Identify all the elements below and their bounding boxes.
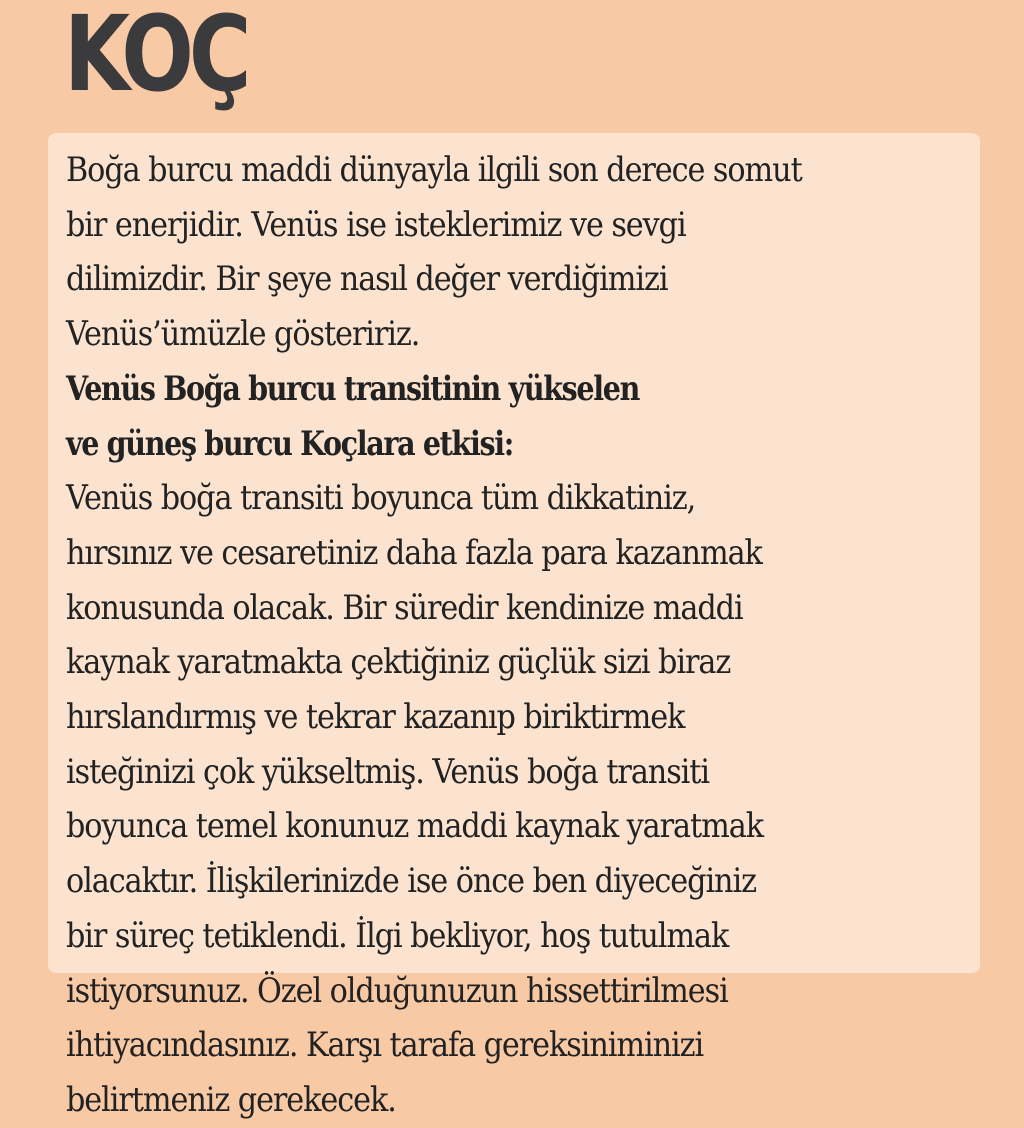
intro-line: bir enerjidir. Venüs ise isteklerimiz ve sevgi (66, 204, 686, 245)
body-line: belirtmeniz gerekecek. (66, 1079, 396, 1120)
intro-line: Boğa burcu maddi dünyayla ilgili son derece somut (66, 150, 802, 190)
body-line: ihtiyacındasınız. Karşı tarafa gereksiniminizi (66, 1025, 704, 1066)
body-line: Venüs boğa transiti boyunca tüm dikkatiniz, (66, 478, 696, 519)
body-line: bir süreç tetiklendi. İlgi bekliyor, hoş tutulmak (66, 915, 729, 956)
page-title: KOÇ (64, 0, 247, 115)
section-heading-line: Venüs Boğa burcu transitinin yükselen (66, 368, 640, 409)
intro-line: dilimizdir. Bir şeye nasıl değer verdiğimizi (66, 259, 668, 300)
intro-line: Venüs’ümüzle gösteririz. (66, 314, 420, 355)
body-line: isteğinizi çok yükseltmiş. Venüs boğa transiti (66, 751, 709, 792)
body-line: istiyorsunuz. Özel olduğunuzun hissettirilmesi (66, 970, 728, 1011)
article-text (66, 143, 964, 1128)
body-line: hırsınız ve cesaretiniz daha fazla para kazanmak (66, 532, 762, 573)
body-line: hırslandırmış ve tekrar kazanıp biriktirmek (66, 697, 685, 738)
body-line: boyunca temel konunuz maddi kaynak yaratmak (66, 806, 763, 847)
body-line: konusunda olacak. Bir süredir kendinize maddi (66, 587, 743, 628)
section-heading-line: ve güneş burcu Koçlara etkisi: (66, 423, 513, 464)
article-card (48, 133, 980, 1120)
body-line: kaynak yaratmakta çektiğiniz güçlük sizi biraz (66, 642, 731, 683)
body-line: olacaktır. İlişkilerinizde ise önce ben diyeceğiniz (66, 861, 756, 902)
